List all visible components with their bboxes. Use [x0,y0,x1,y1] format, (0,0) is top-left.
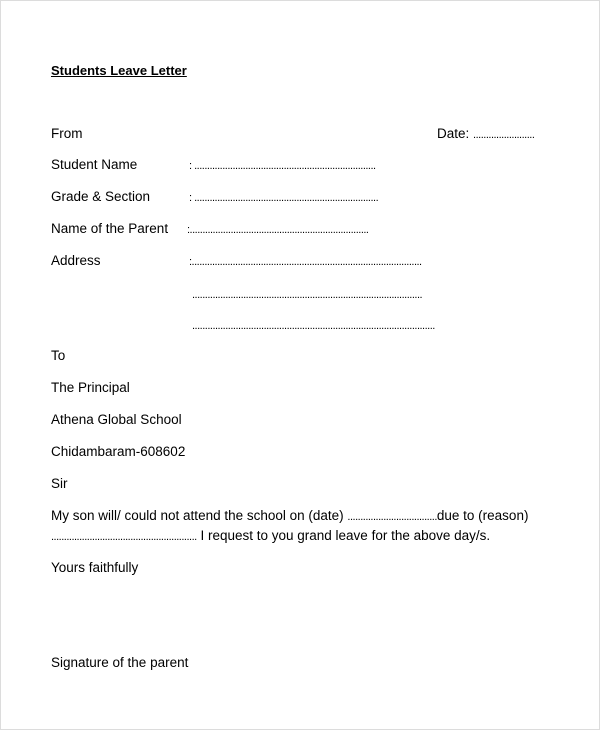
date-field [437,126,534,143]
date-blank: ........................ [473,129,535,141]
letter-title: Students Leave Letter [51,63,187,78]
date-absent-blank: ................................... [347,511,437,523]
address-blank-2: .......................................................................................... [192,289,423,301]
address-label: Address [51,253,101,268]
address-blank-1: :.......................................................................................... [189,256,422,268]
date-label: Date: [437,126,470,141]
from-label: From [51,126,83,141]
recipient-line-1: The Principal [51,380,130,395]
closing: Yours faithfully [51,560,139,575]
body-line-1 [51,508,528,525]
address-blank-3: ............................................................................................... [192,320,435,332]
body-line-1-text-a: My son will/ could not attend the school on (date) [51,508,348,523]
body-line-2-text: I request to you grand leave for the above day/s. [196,528,491,543]
reason-blank: ......................................................... [51,531,197,543]
grade-section-label: Grade & Section [51,189,151,204]
body-line-1-text-b: due to (reason) [436,508,529,523]
student-name-label: Student Name [51,157,138,172]
student-name-blank: : ....................................................................... [189,160,376,172]
to-label: To [51,348,66,363]
body-line-2 [51,528,490,545]
recipient-line-2: Athena Global School [51,412,182,427]
grade-section-blank: : ........................................................................ [189,192,379,204]
recipient-line-3: Chidambaram-608602 [51,444,186,459]
parent-name-label: Name of the Parent [51,221,169,236]
salutation: Sir [51,476,68,491]
parent-name-blank: :...................................................................... [187,224,369,236]
signature-label: Signature of the parent [51,655,189,670]
